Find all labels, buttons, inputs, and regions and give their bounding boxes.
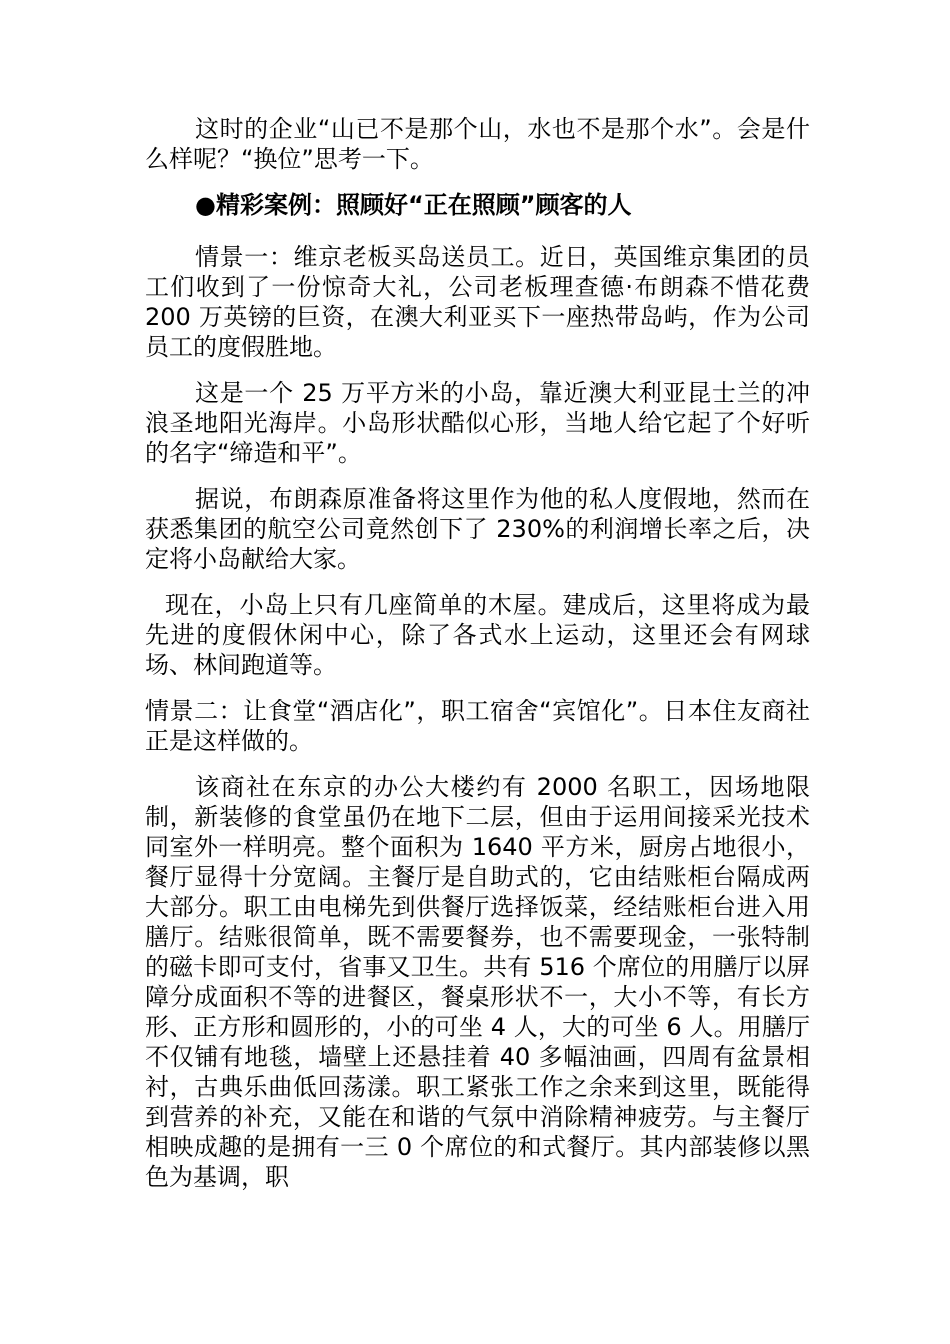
document-body — [145, 114, 810, 1208]
case-heading: ●精彩案例：照顾好“正在照顾”顾客的人 — [195, 191, 632, 219]
paragraph-intro: 这时的企业“山已不是那个山，水也不是那个水”。会是什么样呢？“换位”思考一下。 — [145, 115, 810, 173]
paragraph-cafeteria: 该商社在东京的办公大楼约有 2000 名职工，因场地限制，新装修的食堂虽仍在地下二层，但由于运用间接采光技术同室外一样明亮。整个面积为 1640 平方米，厨房占地很小，餐厅显得十分宽阔。主餐厅是自助式的，它由结账柜台隔成两大部分。职工由电梯先到供餐厅选择饭菜，经结账柜台进入用膳厅。结账很简单，既不需要餐券，也不需要现金，一张特制的磁卡即可支付，省事又卫生。共有 516 个席位的用膳厅以屏障分成面积不等的进餐区，餐桌形状不一，大小不等，有长方形、正方形和圆形的，小的可坐 4 人，大的可坐 6 人。用膳厅不仅铺有地毯，墙壁上还悬挂着 40 多幅油画，四周有盆景相衬，古典乐曲低回荡漾。职工紧张工作之余来到这里，既能得到营养的补充，又能在和谐的气氛中消除精神疲劳。与主餐厅相映成趣的是拥有一三 0 个席位的和式餐厅。其内部装修以黑色为基调，职 — [145, 773, 810, 1191]
paragraph-island-description: 这是一个 25 万平方米的小岛，靠近澳大利亚昆士兰的冲浪圣地阳光海岸。小岛形状酷似心形，当地人给它起了个好听的名字“缔造和平”。 — [145, 379, 810, 467]
paragraph-scenario-two: 情景二：让食堂“酒店化”，职工宿舍“宾馆化”。日本住友商社正是这样做的。 — [145, 697, 810, 755]
paragraph-branson-decision: 据说，布朗森原准备将这里作为他的私人度假地，然而在获悉集团的航空公司竟然创下了 230%的利润增长率之后，决定将小岛献给大家。 — [145, 485, 810, 573]
paragraph-island-now: 现在，小岛上只有几座简单的木屋。建成后，这里将成为最先进的度假休闲中心，除了各式水上运动，这里还会有网球场、林间跑道等。 — [145, 591, 810, 679]
paragraph-scenario-one: 情景一：维京老板买岛送员工。近日，英国维京集团的员工们收到了一份惊奇大礼，公司老板理查德·布朗森不惜花费 200 万英镑的巨资，在澳大利亚买下一座热带岛屿，作为公司员工的度假胜地。 — [145, 243, 810, 361]
